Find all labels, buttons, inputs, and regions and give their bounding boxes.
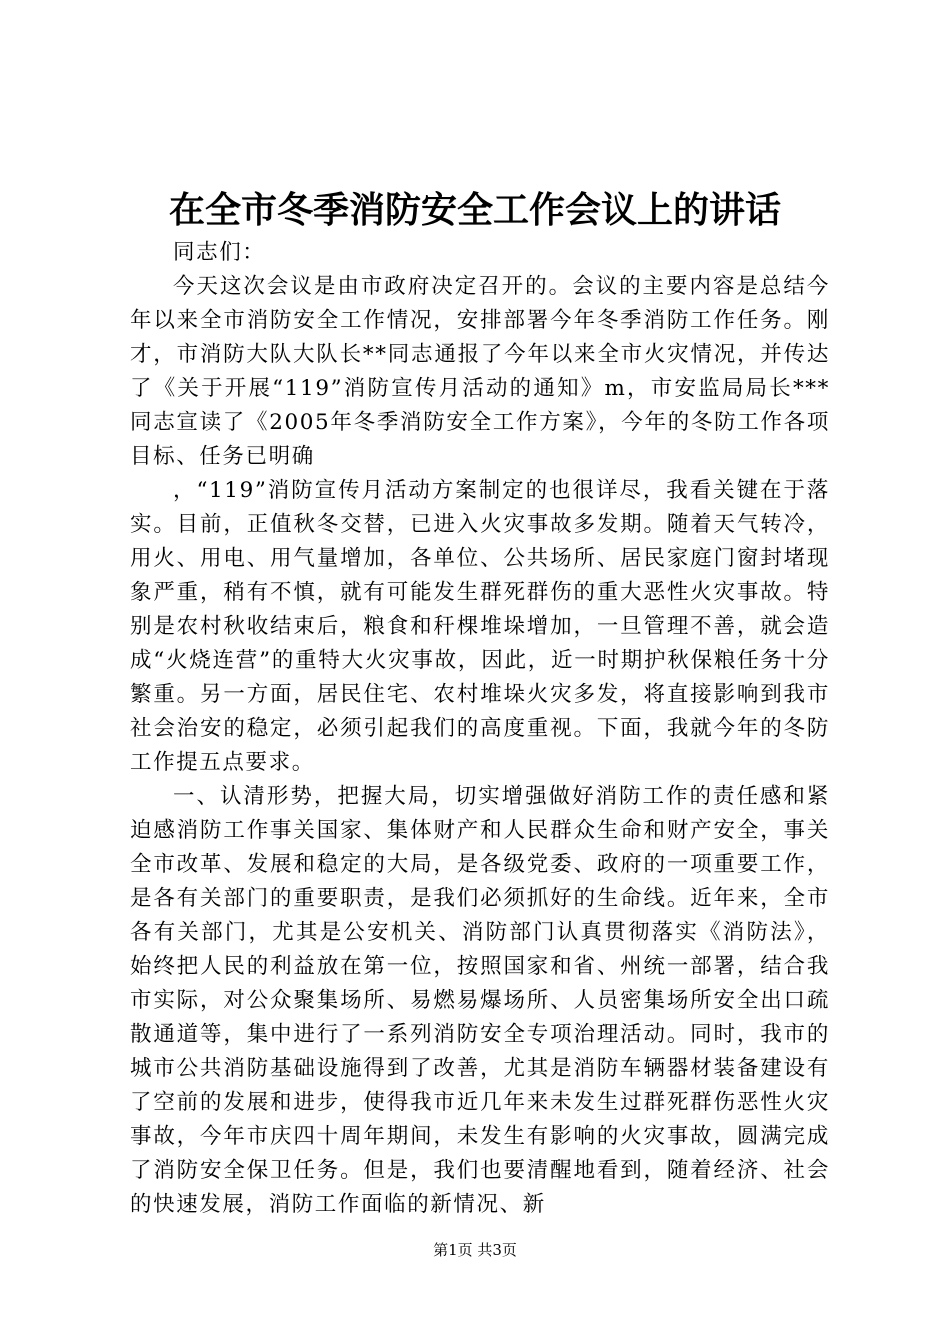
paragraph-point-one: 一、认清形势，把握大局，切实增强做好消防工作的责任感和紧迫感消防工作事关国家、集体财产和人民群众生命和财产安全，事关全市改革、发展和稳定的大局，是各级党委、政府的一项重要工作，是各有关部门的重要职责，是我们必须抓好的生命线。近年来，全市各有关部门，尤其是公安机关、消防部门认真贯彻落实《消防法》，始终把人民的利益放在第一位，按照国家和省、州统一部署，结合我市实际，对公众聚集场所、易燃易爆场所、人员密集场所安全出口疏散通道等，集中进行了一系列消防安全专项治理活动。同时，我市的城市公共消防基础设施得到了改善，尤其是消防车辆器材装备建设有了空前的发展和进步，使得我市近几年来未发生过群死群伤恶性火灾事故，今年市庆四十周年期间，未发生有影响的火灾事故，圆满完成了消防安全保卫任务。但是，我们也要清醒地看到，随着经济、社会的快速发展，消防工作面临的新情况、新 <box>130 784 830 1217</box>
document-title: 在全市冬季消防安全工作会议上的讲话 <box>168 189 781 231</box>
paragraph-situation: ，“119”消防宣传月活动方案制定的也很详尽，我看关键在于落实。目前，正值秋冬交替，已进入火灾事故多发期。随着天气转冷，用火、用电、用气量增加，各单位、公共场所、居民家庭门窗封堵现象严重，稍有不慎，就有可能发生群死群伤的重大恶性火灾事故。特别是农村秋收结束后，粮食和秆棵堆垛增加，一旦管理不善，就会造成“火烧连营”的重特大火灾事故，因此，近一时期护秋保粮任务十分繁重。另一方面，居民住宅、农村堆垛火灾多发，将直接影响到我市社会治安的稳定，必须引起我们的高度重视。下面，我就今年的冬防工作提五点要求。 <box>130 478 830 775</box>
paragraph-intro: 今天这次会议是由市政府决定召开的。会议的主要内容是总结今年以来全市消防安全工作情况，安排部署今年冬季消防工作任务。刚才，市消防大队大队长**同志通报了今年以来全市火灾情况，并传达了《关于开展“119”消防宣传月活动的通知》m，市安监局局长***同志宣读了《2005年冬季消防安全工作方案》，今年的冬防工作各项目标、任务已明确 <box>130 274 830 469</box>
salutation: 同志们： <box>173 240 266 265</box>
document-body <box>130 236 830 1222</box>
page-number-footer: 第1页 共3页 <box>433 1241 517 1259</box>
